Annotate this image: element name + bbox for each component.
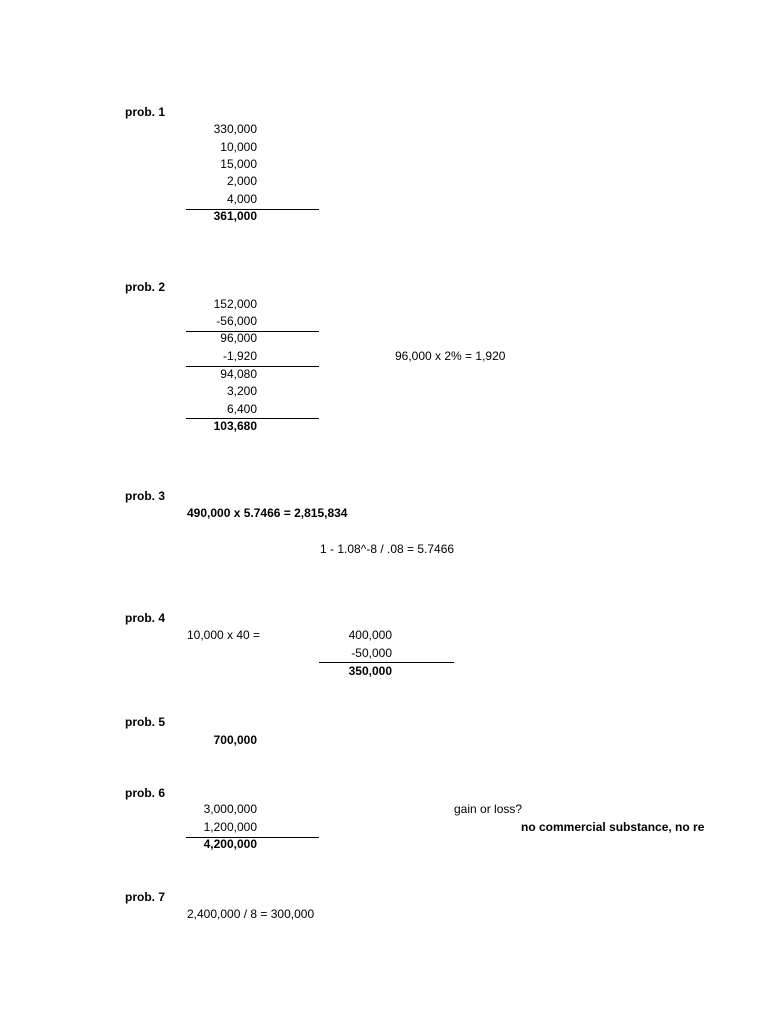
prob-7-label: prob. 7 [125,890,166,904]
prob-7-calc: 2,400,000 / 8 = 300,000 [187,907,315,921]
sum-line [319,662,454,663]
prob-1-value: 15,000 [220,157,257,171]
prob-4-total: 350,000 [348,664,392,678]
prob-2-value: -1,920 [222,349,257,363]
prob-6-value: 1,200,000 [203,820,257,834]
prob-1-value: 330,000 [213,122,257,136]
prob-4-calc: 10,000 x 40 = [187,628,261,642]
prob-5-label: prob. 5 [125,715,166,729]
prob-4-label: prob. 4 [125,611,166,625]
prob-3-label: prob. 3 [125,489,166,503]
prob-6-value: 3,000,000 [203,802,257,816]
prob-1-label: prob. 1 [125,105,166,119]
prob-5-total: 700,000 [213,733,257,747]
prob-6-answer: no commercial substance, no re [521,820,705,834]
prob-3-main: 490,000 x 5.7466 = 2,815,834 [187,506,348,520]
prob-2-value: -56,000 [216,314,257,328]
prob-2-note: 96,000 x 2% = 1,920 [395,349,506,363]
prob-2-value: 152,000 [213,297,257,311]
prob-2-value: 94,080 [220,367,257,381]
prob-4-value: -50,000 [351,646,392,660]
prob-2-total: 103,680 [213,419,257,433]
prob-1-value: 4,000 [226,192,257,206]
prob-2-value: 6,400 [226,402,257,416]
prob-6-question: gain or loss? [454,802,523,816]
prob-3-note: 1 - 1.08^-8 / .08 = 5.7466 [320,542,455,556]
prob-1-value: 10,000 [220,140,257,154]
prob-1-total: 361,000 [213,209,257,223]
prob-6-label: prob. 6 [125,786,166,800]
prob-1-value: 2,000 [226,174,257,188]
prob-2-value: 3,200 [226,384,257,398]
prob-2-label: prob. 2 [125,280,166,294]
prob-4-value: 400,000 [348,628,392,642]
prob-2-value: 96,000 [220,331,257,345]
prob-6-total: 4,200,000 [203,837,257,851]
